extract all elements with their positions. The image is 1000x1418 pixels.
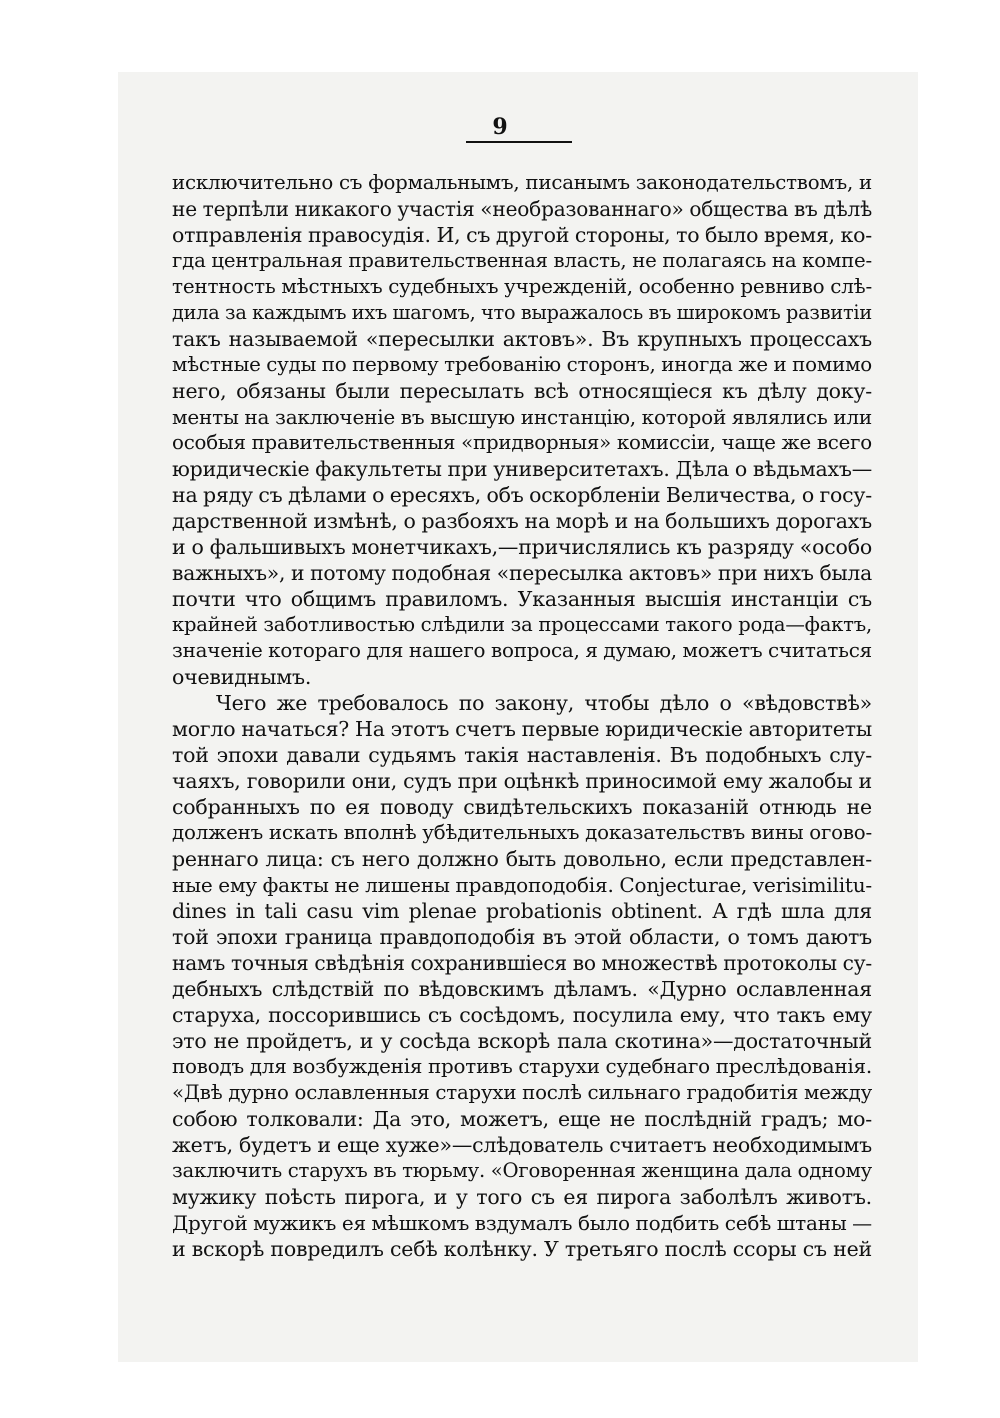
text-line: мѣстные суды по первому требованію сторонъ, иногда же и помимо xyxy=(172,353,872,376)
text-line: собою толковали: Да это, можетъ, еще не послѣдній градъ; мо- xyxy=(172,1107,872,1131)
text-line: и вскорѣ повредилъ себѣ колѣнку. У третьяго послѣ ссоры съ ней xyxy=(172,1237,872,1261)
text-line: долженъ искать вполнѣ убѣдительныхъ доказательствъ вины огово- xyxy=(172,821,872,844)
text-line: могло начаться? На этотъ счетъ первые юридическіе авторитеты xyxy=(172,717,872,741)
text-line: отправленія правосудія. И, съ другой стороны, то было время, ко- xyxy=(172,223,872,247)
text-line: «Двѣ дурно ославленныя старухи послѣ сильнаго градобитія между xyxy=(172,1081,872,1104)
text-line: исключительно съ формальнымъ, писанымъ законодательствомъ, и xyxy=(172,171,872,194)
text-line: жетъ, будетъ и еще хуже»—слѣдователь считаетъ необходимымъ xyxy=(172,1133,872,1157)
paragraph-start-line: Чего же требовалось по закону, чтобы дѣло о «вѣдовствѣ» xyxy=(216,691,872,715)
text-line: той эпохи граница правдоподобія въ этой области, о томъ даютъ xyxy=(172,925,872,949)
text-line: это не пройдетъ, и у сосѣда вскорѣ пала скотина»—достаточный xyxy=(172,1029,872,1053)
text-line: на ряду съ дѣлами о ересяхъ, объ оскорбленіи Величества, о госу- xyxy=(172,483,872,507)
text-line: собранныхъ по ея поводу свидѣтельскихъ показаній отнюдь не xyxy=(172,795,872,819)
text-line: Другой мужикъ ея мѣшкомъ вздумалъ было подбить себѣ штаны — xyxy=(172,1211,872,1235)
text-line: важныхъ», и потому подобная «пересылка актовъ» при нихъ была xyxy=(172,561,872,585)
text-line: значеніе котораго для нашего вопроса, я думаю, можетъ считаться xyxy=(172,639,872,662)
paragraph-end-line: очевиднымъ. xyxy=(172,665,312,689)
text-line: него, обязаны были пересылать всѣ относящіеся къ дѣлу доку- xyxy=(172,379,872,403)
text-line: ные ему факты не лишены правдоподобія. Conjecturae, verisimilitu- xyxy=(172,873,872,897)
text-line: менты на заключеніе въ высшую инстанцію, которой являлись или xyxy=(172,405,872,429)
text-line: гда центральная правительственная власть, не полагаясь на компе- xyxy=(172,249,872,272)
text-line: старуха, поссорившись съ сосѣдомъ, посулила ему, что такъ ему xyxy=(172,1003,872,1027)
text-line: юридическіе факультеты при университетахъ. Дѣла о вѣдьмахъ— xyxy=(172,457,872,481)
text-line: поводъ для возбужденія противъ старухи судебнаго преслѣдованія. xyxy=(172,1055,872,1078)
text-line: чаяхъ, говорили они, судъ при оцѣнкѣ приносимой ему жалобы и xyxy=(172,769,872,793)
text-line: dines in tali casu vim plenae probationis obtinent. А гдѣ шла для xyxy=(172,899,872,923)
text-line: особыя правительственныя «придворныя» комиссіи, чаще же всего xyxy=(172,431,872,454)
text-line: дебныхъ слѣдствій по вѣдовскимъ дѣламъ. «Дурно ославленная xyxy=(172,977,872,1001)
text-line: дарственной измѣнѣ, о разбояхъ на морѣ и на большихъ дорогахъ xyxy=(172,509,872,533)
text-line: такъ называемой «пересылки актовъ». Въ крупныхъ процессахъ xyxy=(172,327,872,351)
page-number-rule xyxy=(466,141,572,143)
text-line: тентность мѣстныхъ судебныхъ учрежденій, особенно ревниво слѣ- xyxy=(172,275,872,298)
text-line: крайней заботливостью слѣдили за процессами такого рода—фактъ, xyxy=(172,613,872,636)
page-number: 9 xyxy=(492,114,508,140)
text-line: мужику поѣсть пирога, и у того съ ея пирога заболѣлъ животъ. xyxy=(172,1185,872,1209)
text-line: почти что общимъ правиломъ. Указанныя высшія инстанціи съ xyxy=(172,587,872,611)
text-line: дила за каждымъ ихъ шагомъ, что выражалось въ широкомъ развитіи xyxy=(172,301,872,324)
text-line: заключить старухъ въ тюрьму. «Оговоренная женщина дала одному xyxy=(172,1159,872,1182)
text-line: намъ точныя свѣдѣнія сохранившіеся во множествѣ протоколы су- xyxy=(172,951,872,975)
body-text xyxy=(172,170,872,1262)
text-line: той эпохи давали судьямъ такія наставленія. Въ подобныхъ слу- xyxy=(172,743,872,767)
text-line: реннаго лица: съ него должно быть довольно, если представлен- xyxy=(172,847,872,871)
text-line: и о фальшивыхъ монетчикахъ,—причислялись къ разряду «особо xyxy=(172,535,872,559)
text-line: не терпѣли никакого участія «необразованнаго» общества въ дѣлѣ xyxy=(172,197,872,221)
